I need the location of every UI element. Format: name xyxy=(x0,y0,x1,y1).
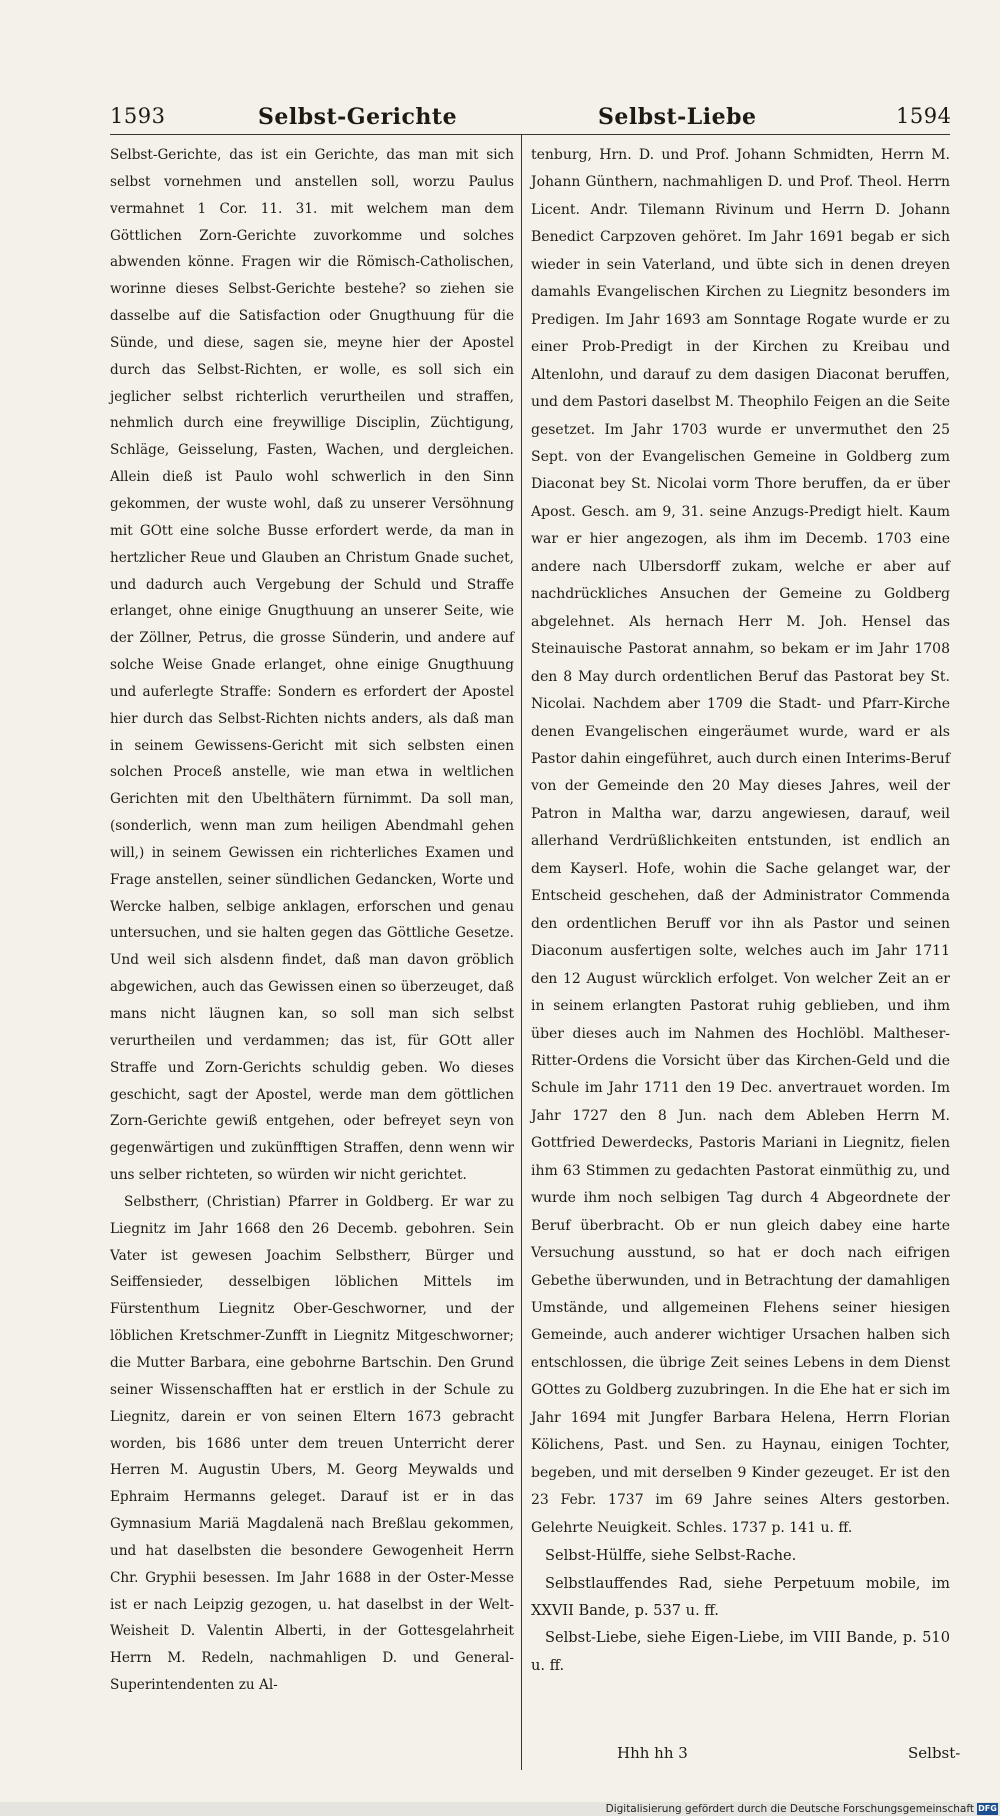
footer-credit: Digitalisierung gefördert durch die Deutsche Forschungsgemeinschaft xyxy=(605,1803,974,1815)
right-column xyxy=(531,142,950,1679)
dfg-logo: DFG xyxy=(978,1804,997,1813)
catchword: Selbst- xyxy=(908,1744,961,1762)
entry-selbstherr-continued: tenburg, Hrn. D. und Prof. Johann Schmidten, Herrn M. Johann Günthern, nachmahligen D. und Prof. Theol. Herrn Licent. Andr. Tilemann Rivinum und Herrn D. Johann Benedict Carpzoven gehöret. Im Jahr 1691 begab er sich wieder in sein Vaterland, und übte sich in denen dreyen damahls Evangelischen Kirchen zu Liegnitz besonders im Predigen. Im Jahr 1693 am Sonntage Rogate wurde er zu einer Prob-Predigt in der Kirchen zu Kreibau und Altenlohn, und darauf zu dem dasigen Diaconat beruffen, und dem Pastori daselbst M. Theophilo Feigen an die Seite gesetzet. Im Jahr 1703 wurde er unvermuthet den 25 Sept. von der Evangelischen Gemeine in Goldberg zum Diaconat bey St. Nicolai vorm Thore beruffen, da er über Apost. Gesch. am 9, 31. seine Anzugs-Predigt hielt. Kaum war er hier angezogen, als ihm im Decemb. 1703 eine andere nach Ulbersdorff zukam, welche er aber auf nachdrückliches Ansuchen der Gemeine zu Goldberg abgelehnet. Als hernach Herr M. Joh. Hensel das Steinauische Pastorat annahm, so bekam er im Jahr 1708 den 8 May durch ordentlichen Beruf das Pastorat bey St. Nicolai. Nachdem aber 1709 die Stadt- und Pfarr-Kirche denen Evangelischen eingeräumet wurde, ward er als Pastor dahin eingeführet, auch durch einen Interims-Beruf von der Gemeinde den 20 May dieses Jahres, weil der Patron in Maltha war, darzu angewiesen, darauf, weil allerhand Verdrüßlichkeiten entstunden, ist endlich an dem Kayserl. Hofe, wohin die Sache gelanget war, der Entscheid geschehen, daß der Administrator Commenda den ordentlichen Beruff vor ihn als Pastor und seinen Diaconum ausfertigen solte, welches auch im Jahr 1711 den 12 August würcklich erfolget. Von welcher Zeit an er in seinem erlangten Pastorat ruhig geblieben, und ihm über dieses auch im Nahmen des Hochlöbl. Maltheser-Ritter-Ordens die Vorsicht über das Kirchen-Geld und die Schule im Jahr 1711 den 19 Dec. anvertrauet worden. Im Jahr 1727 den 8 Jun. nach dem Ableben Herrn M. Gottfried Dewerdecks, Pastoris Mariani in Liegnitz, fielen ihm 63 Stimmen zu gedachten Pastorat einmüthig zu, und wurde ihm noch selbigen Tag durch 4 Abgeordnete der Beruf überbracht. Ob er nun gleich dabey eine harte Versuchung ausstund, so hat er doch nach eifrigen Gebethe überwunden, und in Betrachtung der damahligen Umstände, und allgemeinen Flehens seiner hiesigen Gemeinde, auch anderer wichtiger Ursachen halben sich entschlossen, die übrige Zeit seines Lebens in dem Dienst GOttes zu Goldberg zuzubringen. In die Ehe hat er sich im Jahr 1694 mit Jungfer Barbara Helena, Herrn Florian Kölichens, Past. und Sen. zu Haynau, einigen Tochter, begeben, und mit derselben 9 Kinder gezeuget. Er ist den 23 Febr. 1737 im 69 Jahre seines Alters gestorben. Gelehrte Neuigkeit. Schles. 1737 p. 141 u. ff. xyxy=(531,147,950,1536)
header-rule xyxy=(110,134,950,135)
entry-selbstlauffendes-rad: Selbstlauffendes Rad, siehe Perpetuum mobile, im XXVII Bande, p. 537 u. ff. xyxy=(531,1574,950,1620)
entry-selbst-gerichte: Selbst-Gerichte, das ist ein Gerichte, das man mit sich selbst vornehmen und anstellen soll, worzu Paulus vermahnet 1 Cor. 11. 31. mit welchem man dem Göttlichen Zorn-Gerichte zuvorkomme und solches abwenden könne. Fragen wir die Römisch-Catholischen, worinne dieses Selbst-Gerichte bestehe? so ziehen sie dasselbe auf die Satisfaction oder Gnugthuung für die Sünde, und diese, sagen sie, meyne hier der Apostel durch das Selbst-Richten, er wolle, es soll sich ein jeglicher selbst richterlich verurtheilen und straffen, nehmlich durch eine freywillige Disciplin, Züchtigung, Schläge, Geisselung, Fasten, Wachen, und dergleichen. Allein dieß ist Paulo wohl schwerlich in den Sinn gekommen, der wuste wohl, daß zu unserer Versöhnung mit GOtt eine solche Busse erfordert werde, da man in hertzlicher Reue und Glauben an Christum Gnade suchet, und dadurch auch Vergebung der Schuld und Straffe erlanget, ohne einige Gnugthuung an unserer Seite, wie der Zöllner, Petrus, die grosse Sünderin, und andere auf solche Weise Gnade erlanget, ohne einige Gnugthuung und auferlegte Straffe: Sondern es erfordert der Apostel hier durch das Selbst-Richten nichts anders, als daß man in seinem Gewissens-Gericht mit sich selbsten einen solchen Proceß anstelle, wie man etwa in weltlichen Gerichten mit den Ubelthätern fürnimmt. Da soll man, (sonderlich, wenn man zum heiligen Abendmahl gehen will,) in seinem Gewissen ein richterliches Examen und Frage anstellen, seiner sündlichen Gedancken, Worte und Wercke halben, selbige anklagen, erforschen und genau untersuchen, und sie halten gegen das Göttliche Gesetze. Und weil sich alsdenn findet, daß man davon gröblich abgewichen, auch das Gewissen einen so überzeuget, daß mans nicht läugnen kan, so soll man sich selbst verurtheilen und verdammen; das ist, für GOtt aller Straffe und Zorn-Gerichts schuldig geben. Wo dieses geschicht, sagt der Apostel, werde man dem göttlichen Zorn-Gerichte gewiß entgehen, oder befreyet seyn von gegenwärtigen und zukünfftigen Straffen, denn wenn wir uns selber richteten, so würden wir nicht gerichtet. xyxy=(110,147,514,1184)
running-title-left: Selbst-Gerichte xyxy=(258,104,458,130)
page-number-right: 1594 xyxy=(896,104,952,128)
entry-selbst-liebe: Selbst-Liebe, siehe Eigen-Liebe, im VIII Bande, p. 510 u. ff. xyxy=(531,1629,950,1674)
digitization-footer xyxy=(0,1802,1000,1816)
entry-selbstherr: Selbstherr, (Christian) Pfarrer in Goldberg. Er war zu Liegnitz im Jahr 1668 den 26 Decemb. gebohren. Sein Vater ist gewesen Joachim Selbstherr, Bürger und Seiffensieder, desselbigen löblichen Mittels im Fürstenthum Liegnitz Ober-Geschworner, und der löblichen Kretschmer-Zunfft in Liegnitz Mitgeschworner; die Mutter Barbara, eine gebohrne Bartschin. Den Grund seiner Wissenschafften hat er erstlich in der Schule zu Liegnitz, darein er von seinen Eltern 1673 gebracht worden, bis 1686 unter dem treuen Unterricht derer Herren M. Augustin Ubers, M. Georg Meywalds und Ephraim Hermanns geleget. Darauf ist er in das Gymnasium Mariä Magdalenä nach Breßlau gekommen, und hat daselbsten die besondere Gewogenheit Herrn Chr. Gryphii besessen. Im Jahr 1688 in der Oster-Messe ist er nach Leipzig gezogen, u. hat daselbst in der Welt-Weisheit D. Valentin Alberti, in der Gottesgelahrheit Herrn M. Redeln, nachmahligen D. und General-Superintendenten zu Al- xyxy=(110,1193,514,1694)
entry-selbst-huelffe: Selbst-Hülffe, siehe Selbst-Rache. xyxy=(545,1547,797,1565)
column-divider xyxy=(521,134,522,1770)
page-number-left: 1593 xyxy=(110,104,166,128)
printer-signature: Hhh hh 3 xyxy=(617,1744,688,1762)
running-title-right: Selbst-Liebe xyxy=(598,104,757,130)
left-column xyxy=(110,142,514,1699)
